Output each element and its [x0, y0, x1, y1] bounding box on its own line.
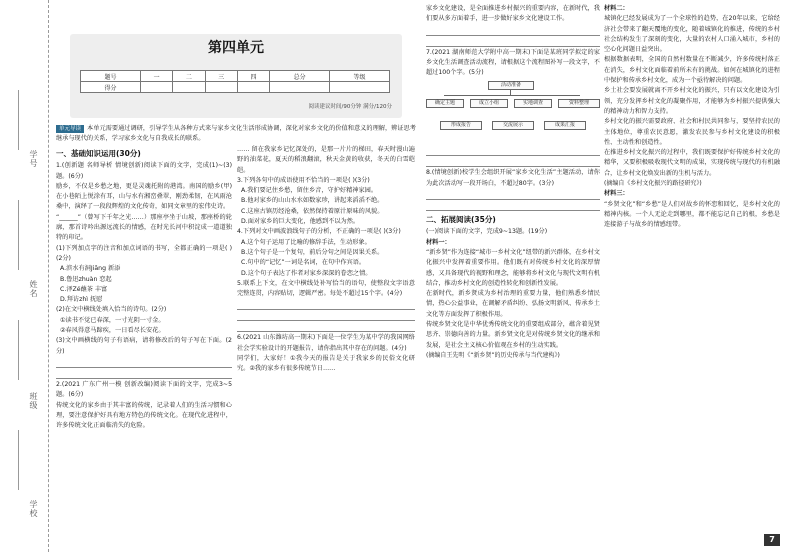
- passage-paragraph: 励乡，不仅是乡愁之地，更是灵魂托附的港湾。南国的励乡(甲)在小巷陌上悦涂有耳，山与水有湘峦叠翠，刚劲柔韧，在风雨沧桑中，演绎了一段段辉煌的文化传奇，如同文章里的宏伟史诗。: [56, 182, 232, 211]
- option: D.这个句子表达了作者对家乡深深的眷恋之情。: [241, 269, 372, 277]
- option: A.这个句子运用了比喻的修辞手法，生动形象。: [241, 238, 371, 246]
- margin-label-school: 学校: [29, 500, 38, 518]
- answer-line[interactable]: [237, 300, 415, 310]
- passage-paragraph: 城镇化已经发展成为了一个全球性的趋势，在20年以来，它给经济社会带来了翻天覆地的变化，随着城镇化的推进，传统的乡村社会结构发生了深刻的变化，大量的农村人口涌入城市，乡村的空心化问题日益突出。: [604, 15, 780, 54]
- score-cell[interactable]: [270, 82, 330, 93]
- option: C.句中的“记忆”一词是名词，在句中作宾语。: [241, 259, 366, 267]
- margin-label-name: 姓名: [29, 280, 38, 298]
- margin-rule: [18, 320, 19, 380]
- unit-title: 第四单元: [208, 40, 264, 56]
- question-5: 5.联系上下文，在文中横线处补写恰当的语句，使整段文字语意完整连贯，内容贴切，逻辑严密。每处不超过15个字。(4分): [237, 279, 415, 298]
- score-cell[interactable]: [237, 82, 269, 93]
- score-cell[interactable]: [330, 82, 390, 93]
- flow-node: 确定主题: [426, 99, 464, 108]
- option: C.泽Zé蘸茶 丰富: [60, 285, 108, 293]
- section-title: 一、基础知识运用(30分): [56, 149, 141, 158]
- answer-line[interactable]: [426, 157, 600, 167]
- material-label: 材料一：: [426, 238, 451, 246]
- activity-flowchart: [426, 81, 600, 143]
- score-header: 等级: [330, 71, 390, 82]
- flow-node: 资料整理: [558, 99, 600, 108]
- flow-node: 实地调查: [514, 99, 552, 108]
- passage-paragraph: 在新时代，新乡贤成为乡村治理的重要力量，他们熟悉乡情民情，热心公益事业，在调解矛盾纠纷、弘扬文明新风、传承乡土文化等方面发挥了积极作用。: [426, 290, 600, 318]
- option: ①读书不觉已春深，一寸光阴一寸金。: [60, 316, 165, 324]
- option: ②春风得意马蹄疾，一日看尽长安花。: [60, 327, 165, 335]
- flow-node: 成果汇报: [544, 121, 586, 130]
- column-1: [56, 145, 232, 431]
- intro-tag: 单元导读: [56, 125, 84, 133]
- score-cell[interactable]: [173, 82, 205, 93]
- page-number: 7: [764, 534, 780, 546]
- flow-node: 活动准备: [488, 81, 534, 90]
- section-title: 二、拓展阅读(35分): [426, 215, 496, 225]
- score-cell[interactable]: [205, 82, 237, 93]
- citation: (摘编自王先明《“新乡贤”的历史传承与当代建构》): [426, 351, 560, 359]
- passage-paragraph: “新乡贤”作为连接“城市一乡村文化”纽带的新兴群体，在乡村文化振兴中发挥着重要作用。他们既有对传统乡村文化的深厚情感，又具备现代的视野和理念，能够将乡村文化与现代文明有机结合，推动乡村文化的创造性转化和创新性发展。: [426, 248, 600, 287]
- flow-node: 形成报告: [440, 121, 482, 130]
- subquestion: (1)下列加点字的注音和加点词语的书写，全都正确的一项是( )(2分): [56, 244, 232, 262]
- binding-margin: [0, 0, 49, 552]
- flow-connector: [444, 95, 580, 96]
- column-4: [604, 4, 780, 231]
- intro-text: 本单元需要通过调研，引导学生从各种方式来与家乡文化生活形成协调，深化对家乡文化的价值和意义的理解，辨证思考继承与现代的关系，学习家乡文化与自我成长的联系。: [56, 125, 416, 143]
- answer-line[interactable]: [237, 311, 415, 321]
- margin-rule: [18, 430, 19, 490]
- question-3: 3.下列各句中的成语使用不恰当的一项是( )(3分): [237, 176, 370, 184]
- option: B.他对家乡的山山水水如数家珍，讲起来滔滔不绝。: [241, 197, 384, 205]
- margin-label-student-id: 学号: [29, 150, 38, 168]
- score-header: 题号: [81, 71, 141, 82]
- passage-paragraph: 乡土社会要发展就离不开乡村文化的振兴，只有以文化建设为引领，充分发挥乡村文化的凝聚作用，才能够为乡村振兴提供强大的精神动力和智力支持。: [604, 87, 780, 115]
- margin-rule: [18, 90, 19, 150]
- passage-paragraph: …… 留在我家乡记忆深处的，是那一片片的梯田，春天时漫山遍野的油菜花，夏天的稻浪翻滚，秋天金黄的收获，冬天的白雪皑皑。: [237, 146, 415, 174]
- option: B.鲁迅zhuàn 恋起: [60, 275, 112, 283]
- answer-line[interactable]: [237, 322, 415, 332]
- passage-paragraph: 传统文化的家乡由于其丰富的传统，记录着人们的生活习惯和心理，要注意保护好具有地方特色的传统文化。在现代化进程中，许多传统文化正面临消失的危险。: [56, 401, 232, 430]
- question-7: 7.(2021 湖南师范大学附中高一期末)下面是某班同学拟定的家乡文化生活调查活动流程，请根据这个流程图补写一段文字，不超过100个字。(5分): [426, 48, 600, 77]
- passage-paragraph: 在推进乡村文化振兴的过程中，我们既要保护好传统乡村文化的精华，又要积极吸收现代文明的成果，实现传统与现代的有机融合，让乡村文化焕发出新的生机与活力。: [604, 149, 780, 177]
- passage-paragraph: 同学们，大家好！①我今天的报告是关于我家乡的民俗文化研究。②我的家乡有很多传统节日……: [237, 355, 415, 373]
- question-8: 8.(情境创新)校学生会组织开展“家乡文化生活”主题活动，请你为此次活动写一段开场白，不超过80字。(3分): [426, 169, 600, 187]
- answer-line[interactable]: [56, 358, 232, 368]
- option: B.这个句子是一个复句，前后分句之间是因果关系。: [241, 248, 384, 256]
- subquestion: (2)在文中横线处填入恰当的诗句。(2分): [56, 306, 167, 314]
- question-4: 4.下列对文中画波浪线句子的分析，不正确的一项是( )(3分): [237, 228, 401, 236]
- question-6: 6.(2021 山东潍坊高一期末)下面是一位学生为某中学的我国网络社会学实验设计的开题报告，请你指出其中存在的问题。(4分): [237, 334, 415, 352]
- option: D.面对家乡的巨大变化，他感到不以为然。: [241, 218, 360, 226]
- answer-line[interactable]: [426, 26, 600, 36]
- passage-paragraph: 家乡文化建设，是全面推进乡村振兴的重要内容，在新时代，我们要从多方面着手，进一步做好家乡文化建设工作。: [426, 5, 600, 23]
- score-header: 二: [173, 71, 205, 82]
- score-header: 总分: [270, 71, 330, 82]
- subquestion: (3)文中画横线的句子有语病，请将修改后的句子写在下面。(2分): [56, 337, 232, 355]
- score-row-label: 得分: [81, 82, 141, 93]
- flow-node: 成立小组: [470, 99, 508, 108]
- question-2: 2.(2021 广东广州一模 创新改编)阅读下面的文字，完成3~5题。(6分): [56, 380, 232, 399]
- column-3: [426, 4, 600, 361]
- unit-intro: [56, 124, 416, 145]
- column-2: [237, 145, 415, 375]
- passage-paragraph: “乡贤文化”和“乡愁”是人们对故乡的怀恋和回忆，是乡村文化的精神内核。一个人无论走到哪里，都不能忘记自己的根，乡愁是连接游子与故乡的情感纽带。: [604, 200, 780, 229]
- score-header: 三: [205, 71, 237, 82]
- material-label: 材料三：: [604, 190, 629, 198]
- time-note: 阅读建议时间/90分钟 满分/120分: [308, 104, 392, 110]
- option: A.我们要记住乡愁，留住乡音，守护好精神家园。: [241, 187, 378, 195]
- citation: (摘编自《乡村文化振兴的路径研究》): [604, 180, 702, 188]
- material-label: 材料二：: [604, 5, 629, 12]
- score-header: 一: [140, 71, 172, 82]
- flow-node: 交流展示: [492, 121, 534, 130]
- passage-paragraph: “______”（曾写下千年之光……）那座亭坐于山坡，那座桥的轮廓，那首诗吟出源远流长的情感，在时光长河中积淀成一道道独特的印记。: [56, 213, 232, 242]
- answer-line[interactable]: [426, 146, 600, 156]
- passage-paragraph: 传统乡贤文化是中华优秀传统文化的重要组成部分，蕴含着见贤思齐、崇德向善的力量。新乡贤文化是对传统乡贤文化的继承和发展，是社会主义核心价值观在乡村的生动实践。: [426, 321, 600, 349]
- answer-line[interactable]: [426, 190, 600, 200]
- reading-instruction: (一)阅读下面的文字，完成9~13题。(19分): [426, 228, 548, 236]
- score-header: 四: [237, 71, 269, 82]
- margin-label-class: 班级: [29, 392, 38, 410]
- answer-line[interactable]: [426, 201, 600, 211]
- option: A.滨水有洞Jiāng 新添: [60, 265, 121, 273]
- answer-line[interactable]: [56, 369, 232, 379]
- question-1: 1.(创新题 名师导析 情境创新)阅读下面的文字，完成(1)~(3)题。(6分): [56, 162, 232, 180]
- unit-header: [70, 34, 402, 118]
- passage-paragraph: 根据数据表明，全国的自然村数量在不断减少，许多传统村落正在消失，乡村文化面临着前所未有的挑战。如何在城镇化的进程中保护和传承乡村文化，成为一个亟待解决的问题。: [604, 56, 780, 85]
- score-cell[interactable]: [140, 82, 172, 93]
- option: C.这座古镇历经沧桑，依然保持着原汁原味的风貌。: [241, 207, 384, 215]
- option: D.拜访zhì 抚慰: [60, 296, 103, 304]
- answer-line[interactable]: [426, 37, 600, 47]
- passage-paragraph: 乡村文化的振兴需要政府、社会和村民共同参与，要坚持农民的主体地位，尊重农民意愿，激发农民参与乡村文化建设的积极性、主动性和创造性。: [604, 118, 780, 146]
- score-table: [80, 70, 390, 93]
- margin-rule: [18, 200, 19, 270]
